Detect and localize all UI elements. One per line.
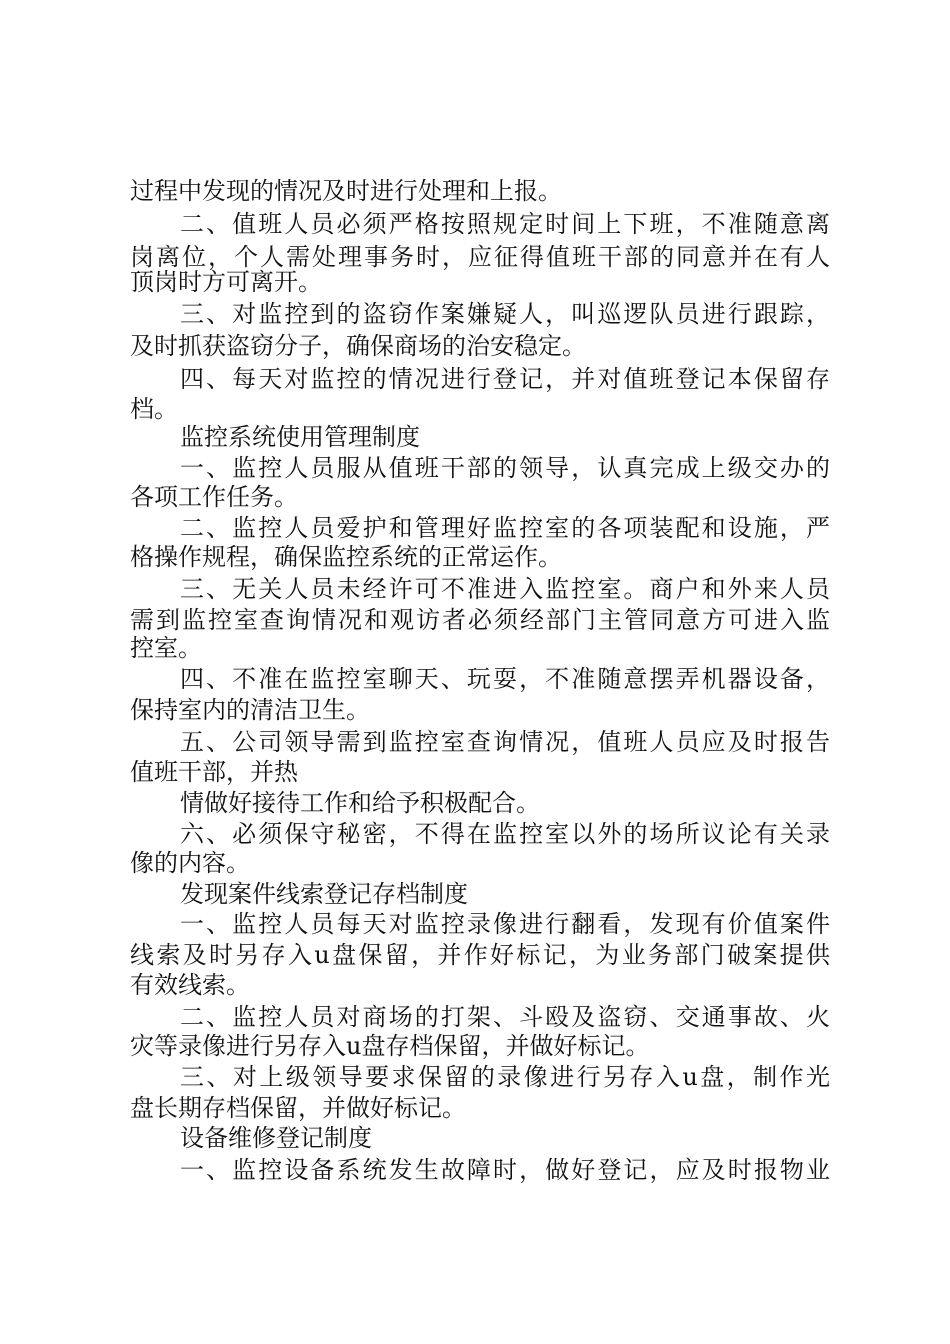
text-line: 四、不准在监控室聊天、玩耍，不准随意摆弄机器设备， (180, 665, 830, 693)
text-line: 及时抓获盗窃分子，确保商场的治安稳定。 (130, 332, 586, 360)
text-line: 情做好接待工作和给予积极配合。 (180, 789, 540, 817)
text-line: 一、监控人员每天对监控录像进行翻看，发现有价值案件 (180, 910, 830, 938)
text-line: 二、值班人员必须严格按照规定时间上下班，不准随意离 (180, 210, 830, 238)
text-line: 岗离位，个人需处理事务时，应征得值班干部的同意并在有人 (130, 243, 830, 271)
text-line: 六、必须保守秘密，不得在监控室以外的场所议论有关录 (180, 820, 830, 848)
text-line: 一、监控人员服从值班干部的领导，认真完成上级交办的 (180, 454, 830, 482)
text-line: 二、监控人员爱护和管理好监控室的各项装配和设施，严 (180, 514, 830, 542)
text-line: 顶岗时方可离开。 (130, 268, 322, 296)
text-line: 需到监控室查询情况和观访者必须经部门主管同意方可进入监 (130, 606, 830, 634)
text-line: 过程中发现的情况及时进行处理和上报。 (130, 177, 562, 205)
text-line: 三、对监控到的盗窃作案嫌疑人，叫巡逻队员进行跟踪， (180, 300, 830, 328)
section-heading: 设备维修登记制度 (180, 1124, 372, 1152)
text-line: 五、公司领导需到监控室查询情况，值班人员应及时报告 (180, 728, 830, 756)
text-line: 有效线索。 (130, 971, 250, 999)
text-line: 格操作规程，确保监控系统的正常运作。 (130, 543, 562, 571)
text-line: 盘长期存档保留，并做好标记。 (130, 1094, 466, 1122)
section-heading: 监控系统使用管理制度 (180, 423, 420, 451)
text-line: 线索及时另存入u盘保留，并作好标记，为业务部门破案提供 (130, 941, 830, 969)
text-line: 档。 (130, 395, 178, 423)
section-heading: 发现案件线索登记存档制度 (180, 880, 468, 908)
text-line: 保持室内的清洁卫生。 (130, 696, 370, 724)
text-line: 四、每天对监控的情况进行登记，并对值班登记本保留存 (180, 365, 830, 393)
text-line: 灾等录像进行另存入u盘存档保留，并做好标记。 (130, 1032, 650, 1060)
text-line: 像的内容。 (130, 849, 250, 877)
text-line: 值班干部，并热 (130, 758, 298, 786)
text-line: 三、对上级领导要求保留的录像进行另存入u盘，制作光 (180, 1063, 830, 1091)
text-line: 三、无关人员未经许可不准进入监控室。商户和外来人员 (180, 575, 830, 603)
text-line: 各项工作任务。 (130, 483, 298, 511)
text-line: 二、监控人员对商场的打架、斗殴及盗窃、交通事故、火 (180, 1003, 830, 1031)
text-line: 一、监控设备系统发生故障时，做好登记，应及时报物业 (180, 1156, 830, 1184)
text-line: 控室。 (130, 634, 202, 662)
